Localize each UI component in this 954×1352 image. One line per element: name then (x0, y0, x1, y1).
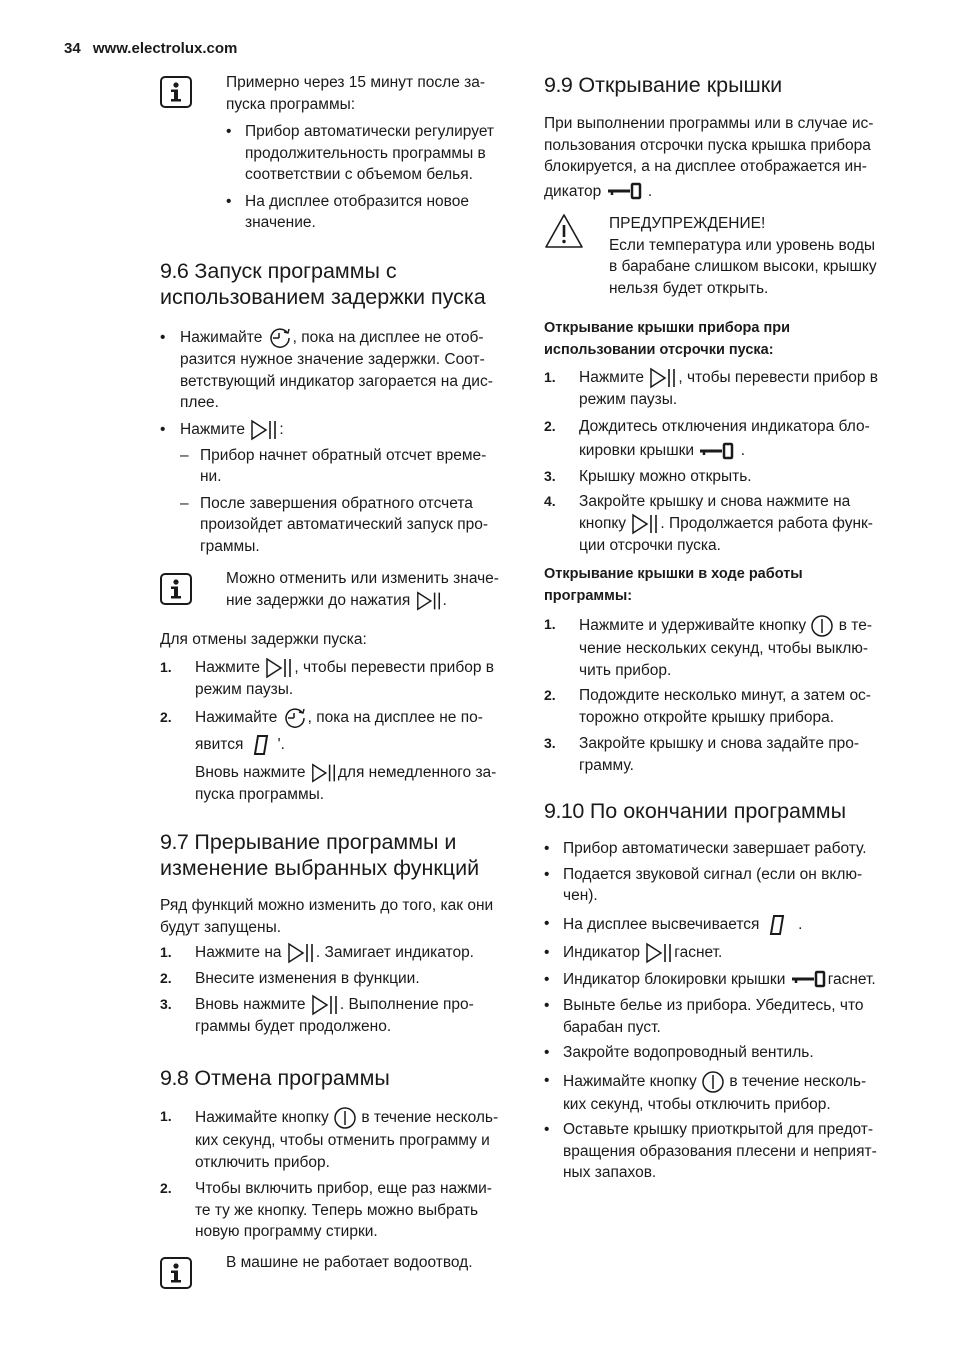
text: При выполнении программы или в случае ис- (544, 115, 874, 132)
step (160, 1106, 520, 1173)
list-item (544, 1042, 904, 1064)
text: ни. (200, 468, 222, 485)
delay-clock-icon (267, 327, 293, 349)
text: . (798, 915, 803, 933)
text: дикатор (544, 182, 602, 200)
step-number: 2. (544, 417, 556, 434)
text: отключить прибор. (195, 1153, 330, 1171)
section-title: Отмена программы (194, 1066, 390, 1090)
text: После завершения обратного отсчета (200, 494, 473, 512)
bullet: • (544, 1044, 550, 1061)
bullet: • (544, 943, 550, 961)
info-text: Примерно через 15 минут после за- (226, 74, 486, 91)
power-icon (810, 614, 834, 638)
info-text: пуска программы: (226, 95, 356, 113)
text: Закройте крышку и снова задайте про- (579, 735, 860, 752)
list-item (544, 913, 904, 937)
step (160, 657, 520, 701)
step (544, 367, 904, 411)
text: соответствии с объемом белья. (245, 166, 473, 183)
text: произойдет автоматический запуск про- (200, 516, 488, 533)
text: Нажмите и удерживайте кнопку (579, 617, 807, 635)
step (160, 968, 520, 990)
text: Оставьте крышку приоткрытой для предот- (563, 1121, 874, 1138)
text: граммы. (200, 537, 260, 555)
section-title: Открывание крышки (578, 73, 783, 97)
text: Индикатор блокировки крышки (563, 970, 786, 988)
step-number: 1. (160, 1108, 172, 1124)
text: , пока на дисплее не отоб- (292, 329, 484, 347)
info-icon (160, 1257, 192, 1289)
text: ных запахов. (563, 1164, 657, 1181)
text: Нажимайте кнопку (563, 1072, 697, 1090)
text: Закройте крышку и снова нажмите на (579, 493, 851, 510)
text: плее. (180, 394, 219, 411)
start-pause-icon (310, 762, 338, 784)
text: явится (195, 736, 244, 754)
step-number: 3. (544, 735, 556, 751)
text: ции отсрочки пуска. (579, 536, 721, 554)
info-icon (160, 573, 192, 605)
step-number: 2. (544, 687, 556, 703)
bullet: • (160, 329, 166, 346)
text: чить прибор. (579, 661, 672, 679)
info-note-program-adjust (226, 72, 516, 234)
text: На дисплее высвечивается (563, 915, 760, 933)
text: Чтобы включить прибор, еще раз нажми- (195, 1180, 492, 1197)
text: . Замигает индикатор. (315, 944, 474, 962)
lid-open-running-steps (544, 564, 904, 776)
list-item (544, 969, 904, 991)
text: режим паузы. (195, 680, 294, 698)
start-pause-icon (249, 419, 279, 441)
lock-key-icon (606, 181, 644, 201)
list-item (544, 995, 904, 1038)
subheading: программы: (544, 587, 633, 604)
text: в те- (838, 617, 872, 635)
power-icon (701, 1070, 725, 1094)
section-title: Запуск программы с (194, 259, 397, 283)
section-9-6-heading (160, 258, 520, 310)
step-number: 3. (160, 995, 172, 1012)
subheading: Открывание крышки прибора при (544, 320, 791, 336)
section-number: 9.6 (160, 259, 189, 283)
text: Нажмите на (195, 944, 282, 962)
step-number: 2. (160, 970, 172, 986)
warning-block (609, 213, 899, 299)
cancel-delay-steps (160, 629, 520, 806)
step (544, 733, 904, 776)
step (544, 614, 904, 681)
step-number: 1. (160, 944, 172, 960)
section-title: По окончании программы (589, 799, 847, 823)
bullet: • (544, 914, 550, 932)
info-text: В машине не работает водоотвод. (226, 1254, 473, 1271)
start-pause-icon (264, 657, 294, 679)
section-9-7-heading (160, 829, 520, 881)
zero-digit-icon (764, 913, 794, 937)
list-item (226, 121, 516, 186)
section-9-10-heading (544, 798, 904, 824)
step (160, 1178, 520, 1243)
step-number: 4. (544, 493, 556, 509)
info-text: Можно отменить или изменить значе- (226, 570, 499, 587)
text: будут запущены. (160, 918, 282, 936)
bullet: • (226, 123, 232, 140)
text: ких секунд, чтобы отключить прибор. (563, 1095, 831, 1113)
text: граммы будет продолжено. (195, 1017, 392, 1035)
list-item (160, 419, 520, 441)
text: Внесите изменения в функции. (195, 970, 420, 987)
power-icon (333, 1106, 357, 1130)
bullet: • (544, 970, 550, 988)
text: гаснет. (674, 943, 723, 961)
text: в течение несколь- (361, 1109, 499, 1127)
text: Для отмены задержки пуска: (160, 631, 367, 648)
bullet: • (544, 840, 550, 857)
lock-key-icon (790, 969, 828, 989)
text: пользования отсрочки пуска крышка прибора (544, 136, 871, 154)
text: . Продолжается работа функ- (660, 514, 873, 532)
info-icon (160, 76, 192, 108)
step (544, 466, 904, 488)
section-9-6-body (160, 327, 520, 557)
section-title: использованием задержки пуска (160, 285, 486, 309)
warning-title: ПРЕДУПРЕЖДЕНИЕ! (609, 215, 766, 232)
list-item (160, 493, 520, 558)
text: чен). (563, 887, 598, 904)
text: ветствующий индикатор загорается на дис- (180, 372, 493, 390)
text: . Выполнение про- (339, 995, 474, 1013)
section-title: изменение выбранных функций (160, 856, 480, 880)
step (544, 685, 904, 728)
list-item (544, 838, 904, 860)
bullet: • (544, 997, 550, 1014)
bullet: • (226, 192, 232, 210)
text: . (647, 182, 653, 200)
text: Прибор автоматически завершает работу. (563, 840, 867, 857)
start-pause-icon (286, 942, 316, 964)
text: На дисплее отобразится новое (245, 192, 469, 210)
start-pause-icon (415, 590, 443, 612)
section-9-8-body (160, 1106, 520, 1243)
text: , чтобы перевести прибор в (678, 369, 878, 387)
text: чение нескольких секунд, чтобы выклю- (579, 640, 869, 657)
delay-clock-icon (282, 707, 308, 729)
page-header (64, 38, 237, 60)
text: грамму. (579, 756, 634, 774)
text: Крышку можно открыть. (579, 467, 752, 485)
text: вращения образования плесени и неприят- (563, 1142, 877, 1160)
text: Подождите несколько минут, а затем ос- (579, 687, 871, 704)
info-text: ние задержки до нажатия (226, 591, 411, 609)
bullet: • (544, 1071, 550, 1089)
list-item (544, 864, 904, 907)
text: торожно откройте крышку прибора. (579, 708, 835, 726)
start-pause-icon (310, 994, 340, 1016)
step-number: 2. (160, 709, 172, 725)
section-9-7-body (160, 895, 520, 1037)
text: Подается звуковой сигнал (если он вклю- (563, 865, 863, 883)
subheading: Открывание крышки в ходе работы (544, 566, 803, 582)
section-title: Прерывание программы и (194, 830, 457, 854)
text: Индикатор (563, 943, 640, 961)
step-number: 1. (160, 658, 172, 675)
start-pause-icon (648, 367, 678, 389)
text: Прибор автоматически регулирует (245, 123, 495, 140)
text: барабан пуст. (563, 1018, 661, 1036)
step (160, 942, 520, 964)
step (160, 707, 520, 806)
text: новую программу стирки. (195, 1223, 378, 1240)
text: . (442, 591, 447, 609)
text: Нажимайте кнопку (195, 1109, 329, 1127)
text: в течение несколь- (729, 1072, 867, 1090)
text: , чтобы перевести прибор в (294, 658, 494, 676)
info-note-drain (226, 1252, 521, 1274)
bullet: • (160, 420, 166, 438)
step (544, 491, 904, 556)
start-pause-icon (644, 942, 674, 964)
text: пуска программы. (195, 786, 325, 803)
warning-text: нельзя будет открыть. (609, 279, 769, 297)
text: . (740, 442, 746, 459)
text: , пока на дисплее не по- (307, 709, 483, 727)
warning-icon (544, 213, 584, 249)
dash: – (180, 446, 189, 464)
step (544, 416, 904, 462)
info-note-cancel-delay (226, 568, 521, 612)
text: гаснет. (827, 970, 876, 988)
step-number: 3. (544, 467, 556, 484)
text: те ту же кнопку. Теперь можно выбрать (195, 1201, 479, 1219)
section-number: 9.8 (160, 1066, 189, 1090)
section-9-9-intro (544, 113, 904, 202)
text: Нажмите (579, 369, 645, 387)
text: Вновь нажмите (195, 995, 306, 1013)
lid-open-delay-steps (544, 318, 904, 556)
start-pause-icon (630, 513, 660, 535)
step-number: 1. (544, 369, 556, 385)
list-item (160, 445, 520, 488)
text: блокируется, а на дисплее отображается ин- (544, 158, 867, 175)
section-number: 9.7 (160, 830, 189, 854)
list-item (160, 327, 520, 414)
dash: – (180, 494, 189, 512)
list-item (544, 942, 904, 964)
warning-text: в барабане слишком высоки, крышку (609, 258, 877, 275)
step (160, 994, 520, 1038)
step-number: 1. (544, 616, 556, 632)
subheading: использовании отсрочки пуска: (544, 341, 774, 358)
text: для немедленного за- (337, 764, 497, 782)
text: '. (277, 736, 285, 754)
text: Нажмите (180, 420, 246, 438)
warning-text: Если температура или уровень воды (609, 236, 876, 254)
text: Нажимайте (195, 709, 278, 727)
text: Закройте водопроводный вентиль. (563, 1044, 814, 1061)
text: : (279, 420, 284, 438)
text: Ряд функций можно изменить до того, как они (160, 897, 494, 914)
zero-digit-icon (248, 733, 278, 757)
list-item (544, 1070, 904, 1116)
text: ких секунд, чтобы отменить программу и (195, 1132, 490, 1149)
site-url: www.electrolux.com (92, 40, 238, 57)
lock-key-icon (698, 441, 736, 461)
text: Выньте белье из прибора. Убедитесь, что (563, 997, 864, 1014)
bullet: • (544, 1121, 550, 1138)
list-item (544, 1119, 904, 1184)
text: Прибор начнет обратный отсчет време- (200, 446, 487, 464)
text: значение. (245, 214, 316, 231)
text: продолжительность программы в (245, 144, 486, 162)
list-item (226, 191, 516, 234)
text: кнопку (579, 514, 627, 532)
text: Нажмите (195, 658, 261, 676)
text: режим паузы. (579, 391, 678, 408)
bullet: • (544, 865, 550, 883)
text: разится нужное значение задержки. Соот- (180, 351, 485, 368)
text: Дождитесь отключения индикатора бло- (579, 417, 870, 435)
text: кировки крышки (579, 442, 695, 459)
section-number: 9.9 (544, 73, 573, 97)
step-number: 2. (160, 1180, 172, 1196)
section-9-10-body (544, 838, 904, 1184)
page-number: 34 (64, 40, 81, 57)
text: Нажимайте (180, 329, 263, 347)
section-9-8-heading (160, 1065, 520, 1091)
section-number: 9.10 (544, 799, 584, 823)
section-9-9-heading (544, 72, 904, 98)
text: Вновь нажмите (195, 764, 306, 782)
